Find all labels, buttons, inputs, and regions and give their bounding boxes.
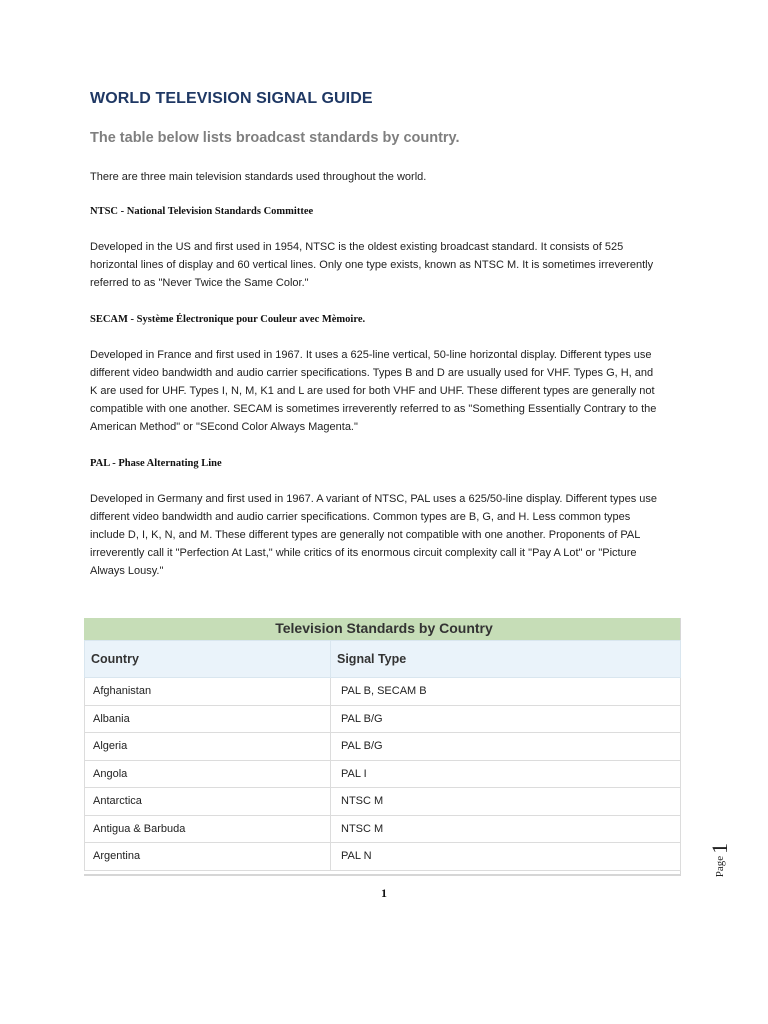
standards-table	[84, 618, 681, 876]
country-cell: Argentina	[85, 843, 331, 871]
text-line: Developed in the US and first used in 1954, NTSC is the oldest existing broadcast standard. It consists of 525	[90, 241, 624, 253]
footer-page-number: 1	[381, 886, 387, 900]
signal-cell: PAL B/G	[331, 733, 681, 761]
table-row	[85, 760, 681, 788]
text-line: Always Lousy."	[90, 565, 164, 577]
text-line: referred to as "Never Twice the Same Color."	[90, 277, 309, 289]
standards-grid	[84, 640, 681, 871]
text-line: horizontal lines of display and 60 vertical lines. Only one type exists, known as NTSC M. It is sometimes irreverently	[90, 259, 654, 271]
text-line: compatible with one another. SECAM is sometimes irreverently referred to as "Something Essentially Contrary to the	[90, 403, 657, 415]
table-row	[85, 705, 681, 733]
text-line: include D, I, K, N, and M. These different types are generally not compatible with one another. Proponents of PAL	[90, 529, 641, 541]
signal-cell: PAL I	[331, 760, 681, 788]
page-word: Page	[714, 855, 726, 878]
signal-cell: NTSC M	[331, 788, 681, 816]
table-row	[85, 678, 681, 706]
table-row	[85, 788, 681, 816]
country-cell: Angola	[85, 760, 331, 788]
document-subtitle: The table below lists broadcast standards by country.	[90, 130, 460, 146]
signal-cell: PAL N	[331, 843, 681, 871]
country-cell: Antarctica	[85, 788, 331, 816]
text-line: K are used for UHF. Types I, N, M, K1 and L are used for both VHF and UHF. These different types are generally not	[90, 385, 655, 397]
text-line: different video bandwidth and audio carrier specifications. Types B and D are usually used for VHF. Types G, H, and	[90, 367, 654, 379]
text-line: different video bandwidth and audio carrier specifications. Common types are B, G, and H. Less common types	[90, 511, 631, 523]
text-line: Developed in Germany and first used in 1967. A variant of NTSC, PAL uses a 625/50-line display. Different types use	[90, 493, 658, 505]
signal-cell: PAL B, SECAM B	[331, 678, 681, 706]
table-title: Television Standards by Country	[84, 618, 680, 640]
page-number: 1	[707, 842, 732, 854]
signal-cell: PAL B/G	[331, 705, 681, 733]
table-row	[85, 815, 681, 843]
document-title: WORLD TELEVISION SIGNAL GUIDE	[90, 90, 373, 107]
text-line: American Method" or "SEcond Color Always Magenta."	[90, 421, 358, 433]
intro-paragraph: There are three main television standards used throughout the world.	[90, 171, 427, 183]
column-header-country: Country	[85, 641, 331, 678]
pal-paragraph	[90, 490, 680, 580]
signal-cell: NTSC M	[331, 815, 681, 843]
country-cell: Algeria	[85, 733, 331, 761]
secam-heading: SECAM - Système Électronique pour Couleur avec Mèmoire.	[90, 314, 366, 325]
table-row	[85, 843, 681, 871]
column-header-signal-type: Signal Type	[331, 641, 681, 678]
ntsc-paragraph	[90, 238, 680, 292]
country-cell: Afghanistan	[85, 678, 331, 706]
page-number-label	[695, 840, 745, 880]
text-line: Developed in France and first used in 1967. It uses a 625-line vertical, 50-line horizontal display. Different types use	[90, 349, 652, 361]
text-line: irreverently call it "Perfection At Last," while critics of its enormous circuit complexity call it "Pay A Lot" or "Picture	[90, 547, 637, 559]
table-header-row	[85, 641, 681, 678]
table-row	[85, 733, 681, 761]
country-cell: Albania	[85, 705, 331, 733]
ntsc-heading: NTSC - National Television Standards Committee	[90, 206, 314, 217]
secam-paragraph	[90, 346, 680, 436]
country-cell: Antigua & Barbuda	[85, 815, 331, 843]
pal-heading: PAL - Phase Alternating Line	[90, 458, 222, 469]
